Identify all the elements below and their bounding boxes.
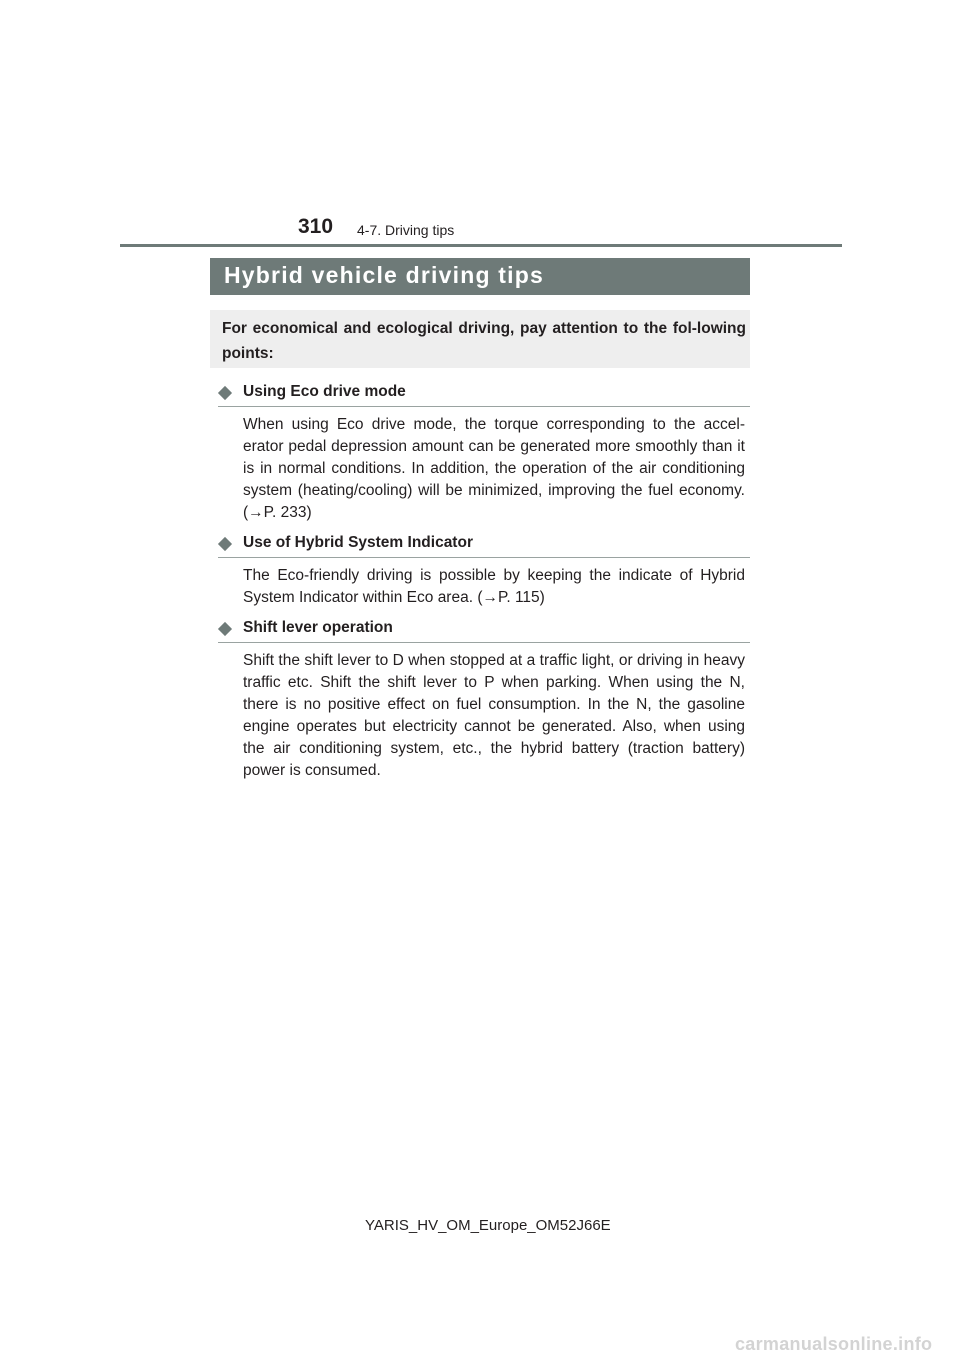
subheading-shift-lever-operation bbox=[218, 619, 750, 643]
subheading-label: Use of Hybrid System Indicator bbox=[243, 534, 473, 551]
diamond-bullet-icon bbox=[218, 386, 232, 400]
page-title: Hybrid vehicle driving tips bbox=[224, 262, 544, 288]
diamond-bullet-icon bbox=[218, 537, 232, 551]
subheading-hybrid-system-indicator bbox=[218, 534, 750, 558]
intro-text: For economical and ecological driving, pay attention to the fol-lowing points: bbox=[222, 320, 746, 362]
watermark: carmanualsonline.info bbox=[735, 1334, 933, 1354]
document-footer: YARIS_HV_OM_Europe_OM52J66E bbox=[365, 1217, 611, 1234]
section-label: 4-7. Driving tips bbox=[357, 222, 455, 238]
header-divider bbox=[120, 244, 842, 247]
intro-box bbox=[210, 310, 750, 368]
subheading-eco-drive-mode bbox=[218, 383, 750, 407]
title-bar bbox=[210, 258, 750, 295]
page-number: 310 bbox=[298, 215, 334, 238]
diamond-bullet-icon bbox=[218, 622, 232, 636]
body-paragraph: Shift the shift lever to D when stopped at a traffic light, or driving in heavy traffic etc. Shift the shift lever to P when parking. When using the N, there is no positive effect on fuel consumption. In the N, the gasoline engine operates but electricity cannot be generated. Also, when using the air conditioning system, etc., the hybrid battery (traction battery) power is consumed. bbox=[243, 652, 745, 779]
body-paragraph: The Eco-friendly driving is possible by keeping the indicate of Hybrid System Indicator within Eco area. (→P. 115) bbox=[243, 567, 745, 606]
subheading-label: Using Eco drive mode bbox=[243, 383, 406, 400]
body-paragraph: When using Eco drive mode, the torque corresponding to the accel-erator pedal depression amount can be generated more smoothly than it is in normal conditions. In addition, the operation of the air conditioning system (heating/cooling) will be minimized, improving the fuel economy. (→P. 233) bbox=[243, 416, 745, 521]
subheading-label: Shift lever operation bbox=[243, 619, 393, 636]
